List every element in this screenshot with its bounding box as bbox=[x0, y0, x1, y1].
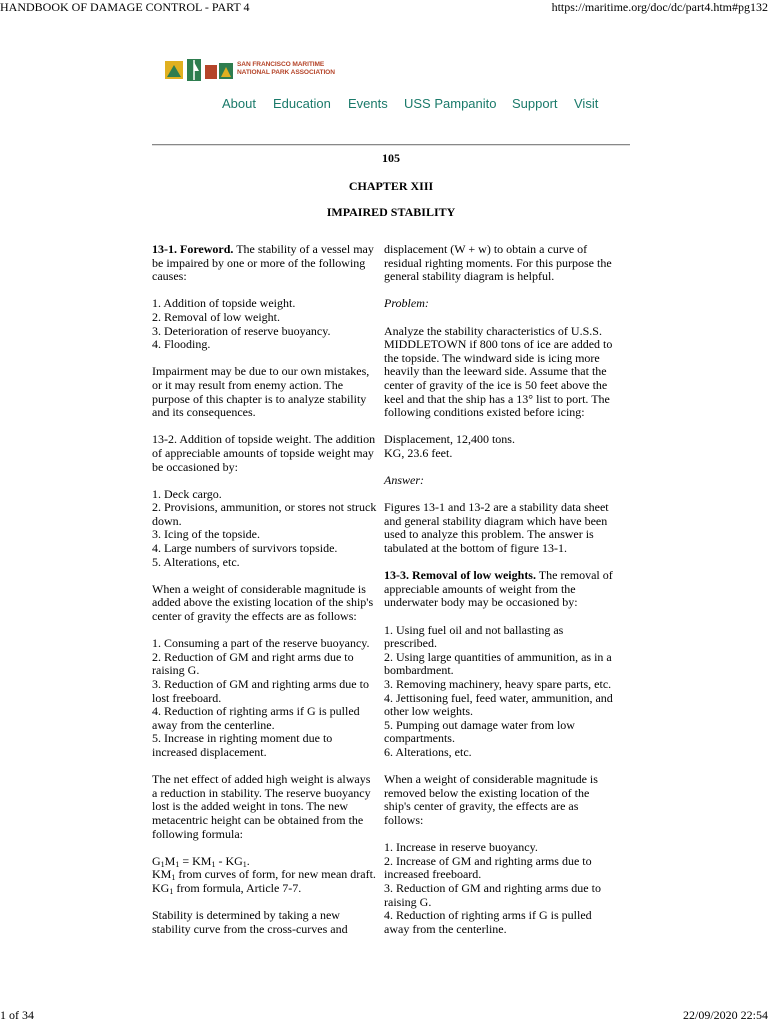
low-weights-list bbox=[384, 624, 616, 760]
nav-support[interactable]: Support bbox=[512, 96, 558, 111]
page-count: 1 of 34 bbox=[0, 1008, 34, 1022]
topside-list bbox=[152, 488, 377, 570]
paragraph: displacement (W + w) to obtain a curve of residual righting moments. For this purpose the general stability diagram is helpful. bbox=[384, 242, 612, 284]
maritime-logo-icon bbox=[165, 57, 235, 83]
list-item: 3. Reduction of GM and righting arms due to raising G. bbox=[384, 880, 601, 909]
divider bbox=[152, 144, 630, 146]
problem-label: Problem: bbox=[384, 296, 429, 311]
list-item: 1. Deck cargo. bbox=[152, 486, 222, 501]
nav-about[interactable]: About bbox=[222, 96, 256, 111]
section-heading: 13-1. Foreword. bbox=[152, 242, 234, 256]
paragraph: Stability is determined by taking a new stability curve from the cross-curves and bbox=[152, 908, 348, 936]
document-title: HANDBOOK OF DAMAGE CONTROL - PART 4 bbox=[0, 0, 250, 14]
causes-list bbox=[152, 297, 377, 351]
list-item: 4. Reduction of righting arms if G is pulled away from the centerline. bbox=[152, 704, 360, 732]
formula bbox=[152, 855, 377, 896]
list-item: Displacement, 12,400 tons. bbox=[384, 432, 515, 447]
paragraph: When a weight of considerable magnitude is added above the existing location of the ship's center of gravity the effects are as follows: bbox=[152, 581, 374, 624]
list-item: 1. Consuming a part of the reserve buoyancy. bbox=[152, 636, 370, 651]
formula-note: $KG_1$ from formula, Article 7-7. bbox=[152, 880, 302, 896]
list-item: 2. Increase of GM and righting arms due to increased freeboard. bbox=[384, 853, 592, 882]
list-item: 2. Removal of low weight. bbox=[152, 309, 280, 324]
list-item: 5. Pumping out damage water from low compartments. bbox=[384, 717, 575, 746]
list-item: 1. Addition of topside weight. bbox=[152, 296, 296, 311]
list-item: 4. Reduction of righting arms if G is pulled away from the centerline. bbox=[384, 908, 592, 936]
section-13-1: 13-1. Foreword. The stability of a vessel may be impaired by one or more of the following causes: bbox=[152, 242, 374, 284]
section-13-3: 13-3. Removal of low weights. The removal of appreciable amounts of weight from the underwater body may be occasioned by: bbox=[384, 568, 613, 610]
section-13-2: 13-2. Addition of topside weight. The addition of appreciable amounts of topside weight may be occasioned by: bbox=[152, 432, 376, 474]
list-item: 5. Increase in righting moment due to increased displacement. bbox=[152, 731, 333, 759]
list-item: 6. Alterations, etc. bbox=[384, 744, 472, 759]
removed-effects-list bbox=[384, 841, 616, 936]
list-item: KG, 23.6 feet. bbox=[384, 445, 453, 460]
left-column bbox=[152, 243, 377, 950]
list-item: 5. Alterations, etc. bbox=[152, 554, 240, 569]
nav-education[interactable]: Education bbox=[273, 96, 331, 111]
logo-text: SAN FRANCISCO MARITIME NATIONAL PARK ASSOCIATION bbox=[237, 61, 335, 76]
list-item: 2. Provisions, ammunition, or stores not struck down. bbox=[152, 500, 377, 528]
right-column bbox=[384, 243, 616, 950]
paragraph: When a weight of considerable magnitude is removed below the existing location of the ship's center of gravity, the effects are as follows: bbox=[384, 772, 598, 827]
paragraph: The net effect of added high weight is always a reduction in stability. The reserve buoyancy lost is the added weight in tons. The new metacentric height can be obtained from the following formula: bbox=[152, 772, 371, 841]
paragraph: Analyze the stability characteristics of U.S.S. MIDDLETOWN if 800 tons of ice are added to the topside. The windward side is icing more heavily than the leeward side. Assume that the center of gravity of the ice is 50 feet above the keel and that the ship has a 13° list to port. The following conditions existed before icing: bbox=[384, 323, 613, 420]
site-logo[interactable] bbox=[165, 57, 345, 83]
list-item: 1. Increase in reserve buoyancy. bbox=[384, 840, 538, 855]
list-item: 1. Using fuel oil and not ballasting as prescribed. bbox=[384, 622, 564, 651]
list-item: 4. Jettisoning fuel, feed water, ammunition, and other low weights. bbox=[384, 690, 613, 719]
chapter-title: IMPAIRED STABILITY bbox=[326, 205, 456, 219]
paragraph: Figures 13-1 and 13-2 are a stability data sheet and general stability diagram which have been used to analyze this problem. The answer is tabulated at the bottom of figure 13-1. bbox=[384, 500, 609, 556]
list-item: 2. Using large quantities of ammunition, as in a bombardment. bbox=[384, 649, 612, 678]
chapter-number: CHAPTER XIII bbox=[348, 179, 434, 193]
nav-visit[interactable]: Visit bbox=[574, 96, 599, 111]
list-item: 3. Deterioration of reserve buoyancy. bbox=[152, 323, 331, 338]
effects-list bbox=[152, 637, 377, 759]
page-url: https://maritime.org/doc/dc/part4.htm#pg132 bbox=[551, 0, 768, 14]
page-number: 105 bbox=[382, 151, 400, 165]
list-item: 3. Reduction of GM and righting arms due to lost freeboard. bbox=[152, 677, 369, 705]
list-item: 2. Reduction of GM and right arms due to raising G. bbox=[152, 649, 354, 678]
print-timestamp: 22/09/2020 22:54 bbox=[682, 1008, 768, 1022]
answer-label: Answer: bbox=[384, 473, 424, 488]
nav-events[interactable]: Events bbox=[348, 96, 388, 111]
list-item: 3. Removing machinery, heavy spare parts, etc. bbox=[384, 677, 612, 691]
paragraph: Impairment may be due to our own mistakes, or it may result from enemy action. The purpose of this chapter is to analyze stability and its consequences. bbox=[152, 364, 370, 420]
formula-line: $G_1M_1 = KM_1 - KG_1$. bbox=[152, 853, 250, 869]
formula-note: $KM_1$ from curves of form, for new mean draft. bbox=[152, 867, 376, 883]
section-heading: 13-3. Removal of low weights. bbox=[384, 568, 536, 583]
list-item: 4. Flooding. bbox=[152, 337, 211, 352]
nav-uss-pampanito[interactable]: USS Pampanito bbox=[404, 96, 497, 111]
list-item: 4. Large numbers of survivors topside. bbox=[152, 541, 338, 556]
list-item: 3. Icing of the topside. bbox=[152, 527, 260, 542]
conditions-list bbox=[384, 433, 616, 460]
